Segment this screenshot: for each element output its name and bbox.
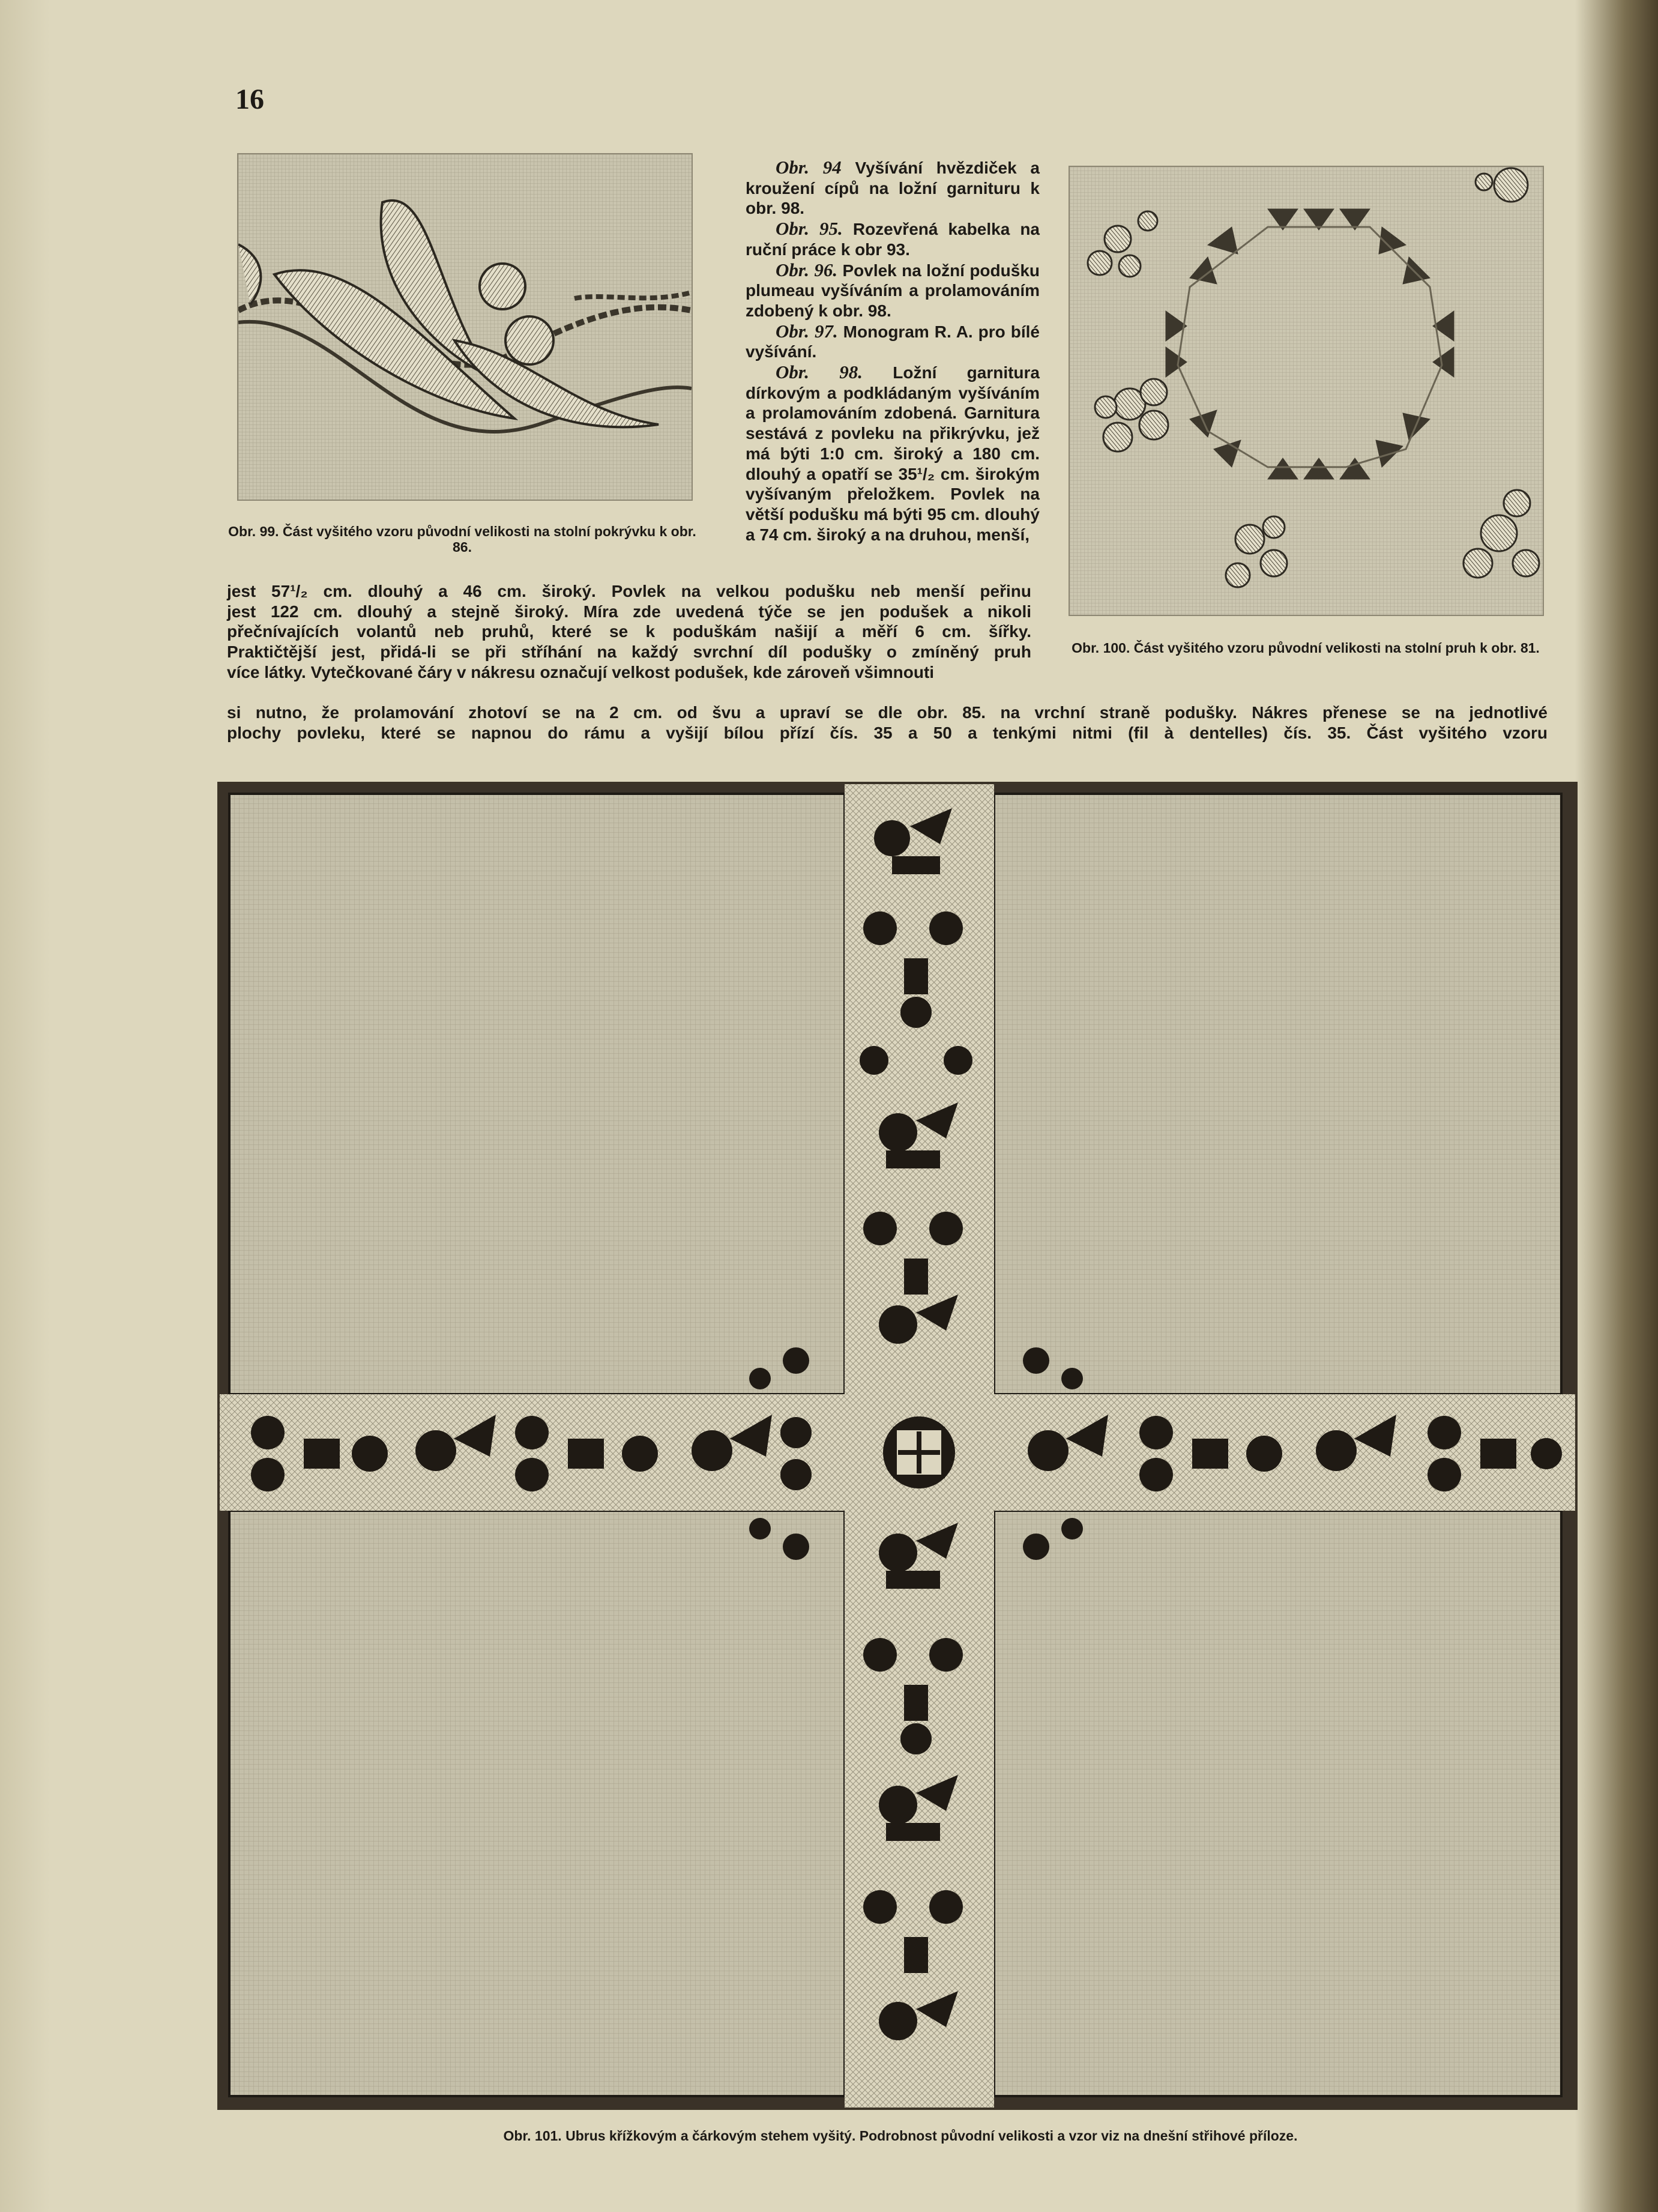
figure-100-caption: Obr. 100. Část vyšitého vzoru původní velikosti na stolní pruh k obr. 81.	[1072, 640, 1540, 656]
figure-99-leaf-embroidery	[237, 153, 693, 501]
body-line: jest 57¹/₂ cm. dlouhý a 46 cm. široký. Povlek na velkou podušku neb menší peřinu	[227, 582, 1031, 600]
page-number: 16	[235, 83, 264, 115]
body-line: jest 122 cm. dlouhý a stejně široký. Míra zde uvedená týče se jen podušek a nikoli	[227, 602, 1031, 621]
body-line: si nutno, že prolamování zhotoví se na 2 cm. od švu a upraví se dle obr. 85. na vrchní straně podušky. Nákres přenese se na jednotlivé	[227, 703, 1548, 722]
description-obr-94: Obr. 94 Vyšívání hvězdiček a kroužení cípů na ložní garnituru k obr. 98.	[746, 157, 1040, 218]
description-obr-97: Obr. 97. Monogram R. A. pro bílé vyšívání.	[746, 320, 1040, 361]
body-line: přečnívajících volantů neb pruhů, které se k poduškám našijí a měří 6 cm. šířky.	[227, 622, 1031, 641]
body-line: více látky. Vytečkované čáry v nákresu označují velkost podušek, kde zároveň všimnouti	[227, 662, 935, 681]
body-text-full-width	[227, 703, 1548, 743]
description-obr-95: Obr. 95. Rozevřená kabelka na ruční práce k obr 93.	[746, 218, 1040, 259]
description-obr-96: Obr. 96. Povlek na ložní podušku plumeau vyšíváním a prolamováním zdobený k obr. 98.	[746, 259, 1040, 320]
tablecloth-illustration	[220, 784, 1575, 2108]
body-line: plochy povleku, které se napnou do rámu a vyšijí bílou přízí čís. 35 a 50 a tenkými nitmi (fil à dentelles) čís. 35. Část vyšitého vzoru	[227, 723, 1548, 742]
figure-101-tablecloth	[217, 782, 1578, 2110]
body-line: Praktičtější jest, přidá-li se při stříhání na každý svrchní díl podušky o zmíněný pruh	[227, 642, 1031, 662]
leaf-pattern-illustration	[238, 154, 692, 500]
figure-descriptions-column	[746, 157, 1040, 545]
figure-99-caption: Obr. 99. Část vyšitého vzoru původní velikosti na stolní pokrývku k obr. 86.	[228, 524, 696, 555]
description-obr-98: Obr. 98. Ložní garnitura dírkovým a podkládaným vyšíváním a prolamováním zdobená. Garnitura sestává z povleku na přikrývku, jež má býti 1:0 cm. široký a 180 cm. dlouhý a opatří se 35¹/₂ cm. širokým vyšívaným přeložkem. Povlek na větší podušku má býti 95 cm. dlouhý a 74 cm. široký a na druhou, menší,	[746, 361, 1040, 544]
figure-101-caption: Obr. 101. Ubrus křížkovým a čárkovým stehem vyšitý. Podrobnost původní velikosti a vzor viz na dnešní střihové příloze.	[503, 2128, 1298, 2144]
body-text-continued	[227, 581, 1031, 683]
figure-100-star-embroidery	[1069, 166, 1544, 616]
triangle-ring-illustration	[1070, 167, 1543, 615]
